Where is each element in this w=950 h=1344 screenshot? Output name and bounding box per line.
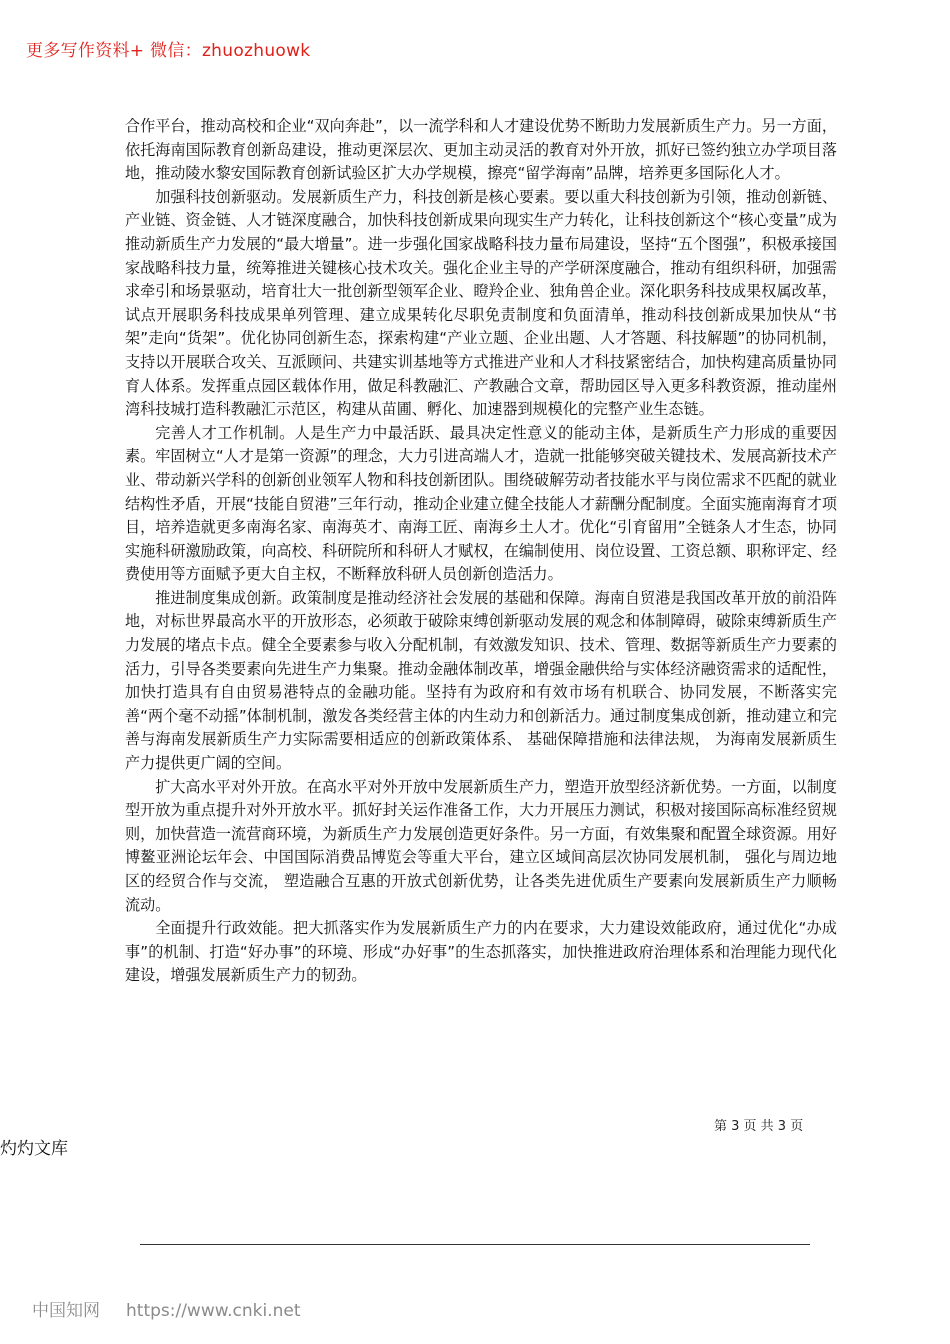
- article-body: [125, 115, 837, 988]
- promo-banner: 更多写作资料+ 微信：zhuozhuowk: [26, 41, 311, 61]
- article-paragraph: 全面提升行政效能。把大抓落实作为发展新质生产力的内在要求，大力建设效能政府，通过优化“办成事”的机制、打造“好办事”的环境、形成“办好事”的生态抓落实，加快推进政府治理体系和治理能力现代化建设，增强发展新质生产力的韧劲。: [125, 919, 837, 985]
- page-number: 第 3 页 共 3 页: [714, 1119, 804, 1134]
- article-paragraph: 合作平台，推动高校和企业“双向奔赴”，以一流学科和人才建设优势不断助力发展新质生产力。另一方面，依托海南国际教育创新岛建设，推动更深层次、更加主动灵活的教育对外开放，抓好已签约独立办学项目落地，推动陵水黎安国际教育创新试验区扩大办学规模，擦亮“留学海南”品牌，培养更多国际化人才。: [125, 117, 837, 183]
- footer-source: [32, 1296, 300, 1321]
- article-paragraph: 扩大高水平对外开放。在高水平对外开放中发展新质生产力，塑造开放型经济新优势。一方面，以制度型开放为重点提升对外开放水平。抓好封关运作准备工作，大力开展压力测试，积极对接国际高标准经贸规则，加快营造一流营商环境，为新质生产力发展创造更好条件。另一方面，有效集聚和配置全球资源。用好博鳌亚洲论坛年会、中国国际消费品博览会等重大平台，建立区域间高层次协同发展机制， 强化与周边地区的经贸合作与交流， 塑造融合互惠的开放式创新优势，让各类先进优质生产要素向发展新质生产力顺畅流动。: [125, 777, 837, 914]
- article-paragraph: 完善人才工作机制。人是生产力中最活跃、最具决定性意义的能动主体，是新质生产力形成的重要因素。牢固树立“人才是第一资源”的理念，大力引进高端人才，造就一批能够突破关键技术、发展高新技术产业、带动新兴学科的创新创业领军人物和科技创新团队。围绕破解劳动者技能水平与岗位需求不匹配的就业结构性矛盾，开展“技能自贸港”三年行动，推动企业建立健全技能人才薪酬分配制度。全面实施南海育才项目，培养造就更多南海名家、南海英才、南海工匠、南海乡土人才。优化“引育留用”全链条人才生态，协同实施科研激励政策，向高校、科研院所和科研人才赋权，在编制使用、岗位设置、工资总额、职称评定、经费使用等方面赋予更大自主权，不断释放科研人员创新创造活力。: [125, 423, 837, 584]
- site-name: 中国知网: [32, 1301, 100, 1321]
- site-url[interactable]: https://www.cnki.net: [126, 1301, 301, 1321]
- article-paragraph: 加强科技创新驱动。发展新质生产力，科技创新是核心要素。要以重大科技创新为引领，推动创新链、产业链、资金链、人才链深度融合，加快科技创新成果向现实生产力转化，让科技创新这个“核心变量”成为推动新质生产力发展的“最大增量”。进一步强化国家战略科技力量布局建设，坚持“五个图强”，积极承接国家战略科技力量，统筹推进关键核心技术攻关。强化企业主导的产学研深度融合，推动有组织科研，加强需求牵引和场景驱动，培育壮大一批创新型领军企业、瞪羚企业、独角兽企业。深化职务科技成果权属改革，试点开展职务科技成果单列管理、建立成果转化尽职免责制度和负面清单，推动科技创新成果加快从“书架”走向“货架”。优化协同创新生态，探索构建“产业立题、企业出题、人才答题、科技解题”的协同机制，支持以开展联合攻关、互派顾问、共建实训基地等方式推进产业和人才科技紧密结合，加快构建高质量协同育人体系。发挥重点园区载体作用，做足科教融汇、产教融合文章，帮助园区导入更多科教资源，推动崖州湾科技城打造科教融汇示范区，构建从苗圃、孵化、加速器到规模化的完整产业生态链。: [125, 187, 837, 419]
- article-paragraph: 推进制度集成创新。政策制度是推动经济社会发展的基础和保障。海南自贸港是我国改革开放的前沿阵地，对标世界最高水平的开放形态，必须敢于破除束缚创新驱动发展的观念和体制障碍，破除束缚新质生产力发展的堵点卡点。健全全要素参与收入分配机制，有效激发知识、技术、管理、数据等新质生产力要素的活力，引导各类要素向先进生产力集聚。推动金融体制改革，增强金融供给与实体经济融资需求的适配性，加快打造具有自由贸易港特点的金融功能。坚持有为政府和有效市场有机联合、协同发展，不断落实完善“两个毫不动摇”体制机制，激发各类经营主体的内生动力和创新活力。通过制度集成创新，推动建立和完善与海南发展新质生产力实际需要相适应的创新政策体系、 基础保障措施和法律法规， 为海南发展新质生产力提供更广阔的空间。: [125, 588, 837, 773]
- library-name: 灼灼文库: [0, 1139, 68, 1159]
- footer-divider: [140, 1244, 810, 1245]
